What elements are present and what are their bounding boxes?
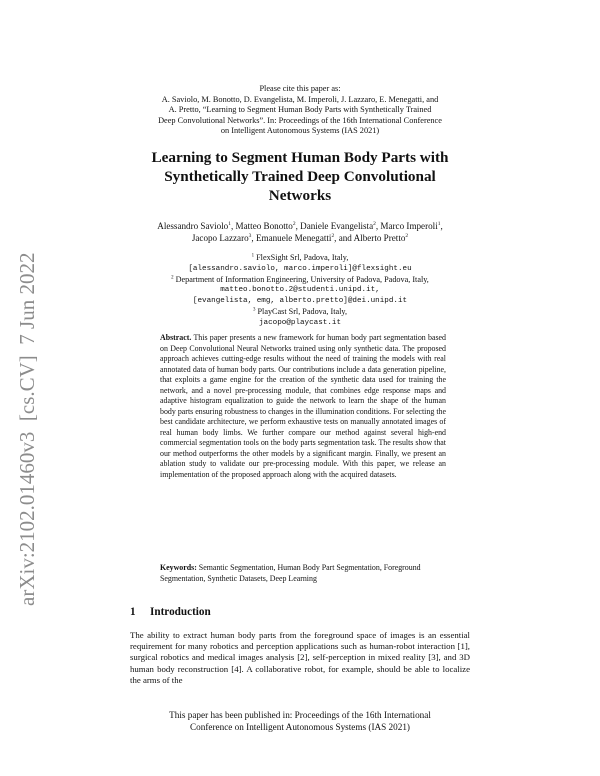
paper-title [110, 148, 490, 205]
abstract [160, 333, 446, 480]
introduction-paragraph: The ability to extract human body parts from the foreground space of images is an essential requirement for many robotics and perception applications such as human-robot interaction [1], surgical robotics and medical images analysis [2], self-perception in mixed reality [3], and 3D human body reconstruction [4]. A collaborative robot, for example, should be able to localize the arms of the [130, 630, 470, 685]
citation-line: A. Saviolo, M. Bonotto, D. Evangelista, M. Imperoli, J. Lazzaro, E. Menegatti, and [161, 94, 439, 104]
arxiv-identifier-svg [4, 140, 48, 610]
affiliation-mark: 1 [251, 253, 255, 259]
keywords-label: Keywords: [160, 563, 197, 572]
citation-line: on Intelligent Autonomous Systems (IAS 2021) [220, 126, 380, 136]
keywords [160, 563, 446, 584]
arxiv-identifier [4, 140, 48, 610]
title-line: Synthetically Trained Deep Convolutional [164, 168, 436, 185]
author-name: , and Alberto Pretto [334, 233, 406, 243]
affiliation-text: FlexSight Srl, Padova, Italy, [254, 253, 349, 262]
section-number: 1 [130, 606, 136, 618]
affiliation-item [105, 275, 495, 286]
author-affiliation-mark: 1 [228, 220, 231, 227]
affiliation-mark: 3 [252, 307, 256, 313]
keywords-text: Semantic Segmentation, Human Body Part Segmentation, Foreground Segmentation, Synthetic Datasets, Deep Learning [160, 563, 421, 583]
citation-line: Please cite this paper as: [259, 84, 341, 93]
affiliation-email: [alessandro.saviolo, marco.imperoli]@flexsight.eu [188, 264, 412, 273]
author-name: , Matteo Bonotto [230, 221, 293, 231]
affiliation-item [105, 307, 495, 318]
publication-footer [130, 710, 470, 734]
affiliation-email: matteo.bonotto.2@studenti.unipd.it, [220, 286, 380, 295]
author-affiliation-mark: 2 [292, 220, 296, 227]
arxiv-identifier-text: arXiv:2102.01460v3 [cs.CV] 7 Jun 2022 [15, 252, 39, 606]
affiliation-text: Department of Information Engineering, University of Padova, Padova, Italy, [173, 274, 429, 284]
author-name: Alessandro Saviolo [157, 221, 229, 231]
author-name: , Daniele Evangelista [295, 221, 374, 231]
footer-line: Conference on Intelligent Autonomous Systems (IAS 2021) [190, 721, 410, 732]
abstract-label: Abstract. [160, 333, 192, 342]
citation-notice [120, 84, 480, 137]
footer-line: This paper has been published in: Proceedings of the 16th International [169, 710, 431, 720]
author-name: Jacopo Lazzaro [191, 233, 249, 243]
author-line [120, 232, 480, 244]
author-affiliation-mark: 2 [405, 232, 409, 239]
affiliation-email: jacopo@playcast.it [258, 318, 342, 327]
author-affiliation-mark: 2 [373, 220, 376, 227]
author-list [120, 220, 480, 244]
title-line: Learning to Segment Human Body Parts with [151, 149, 449, 166]
title-line: Networks [268, 187, 332, 204]
affiliation-list [105, 253, 495, 329]
affiliation-text: PlayCast Srl, Padova, Italy, [255, 306, 348, 316]
author-line: Alessandro Saviolo$^1$, Matteo Bonotto$^2$, Daniele Evangelista$^2$, Marco Imperoli$^1$, [157, 220, 443, 231]
section-heading-introduction [130, 605, 470, 619]
author-name: , Marco Imperoli [375, 221, 438, 231]
author-name: , Emanuele Menegatti [251, 233, 332, 243]
affiliation-mark: 2 [171, 274, 174, 280]
author-affiliation-mark: 1 [437, 220, 441, 227]
citation-line: A. Pretto, “Learning to Segment Human Body Parts with Synthetically Trained [168, 105, 432, 115]
affiliation-email: [evangelista, emg, alberto.pretto]@dei.unipd.it [192, 297, 408, 306]
affiliation-item [105, 253, 495, 264]
section-title: Introduction [150, 606, 211, 618]
citation-line: Deep Convolutional Networks”. In: Proceedings of the 16th International Conference [158, 115, 442, 125]
author-affiliation-mark: 2 [331, 232, 335, 239]
abstract-text: This paper presents a new framework for human body part segmentation based on Deep Convolutional Neural Networks trained using only synthetic data. The proposed approach achieves cutting-edge results without the need of training the models with real annotated data of human body parts. Our contributions include a data generation pipeline, that exploits a game engine for the creation of the synthetic data used for training the network, and a novel pre-processing module, that combines edge response maps and adaptive histogram equalization to guide the network to learn the shape of the human body parts ensuring robustness to changes in the illumination conditions. For selecting the best candidate architecture, we perform exhaustive tests on manually annotated images of real human body limbs. We further compare our method against several high-end commercial segmentation tools on the body parts segmentation task. The results show that our method outperforms the other models by a significant margin. Finally, we present an ablation study to validate our pre-processing module. With this paper, we release an implementation of the proposed approach along with the acquired datasets. [160, 333, 446, 479]
author-affiliation-mark: 3 [248, 232, 252, 239]
